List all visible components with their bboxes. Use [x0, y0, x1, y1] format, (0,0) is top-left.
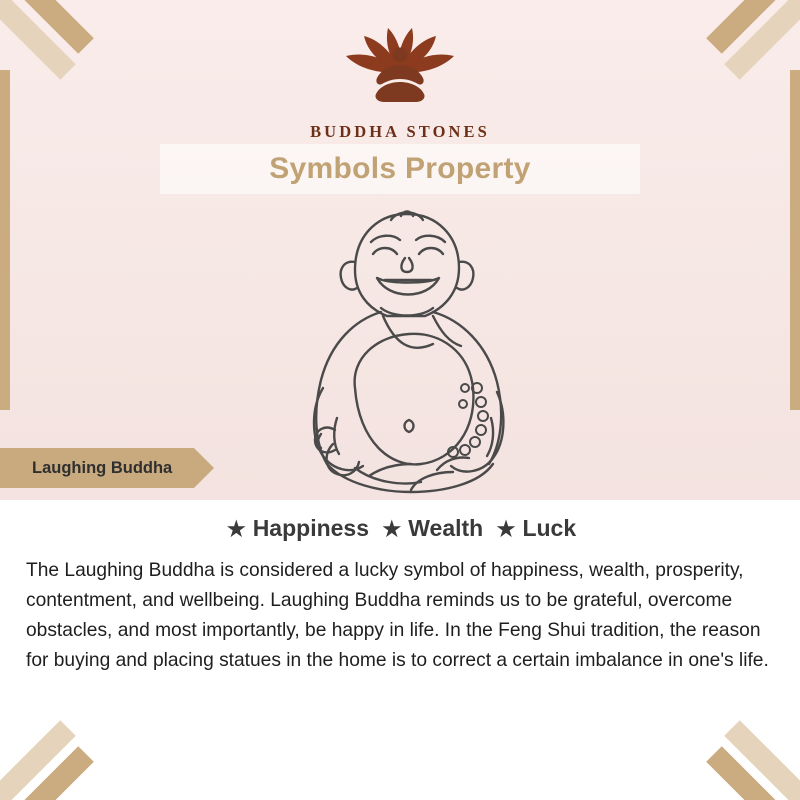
lotus-meditation-figure-icon [334, 20, 466, 116]
illustration-label: Laughing Buddha [32, 458, 173, 477]
laughing-buddha-illustration [205, 192, 605, 502]
attributes-row [0, 515, 800, 542]
page-title: Symbols Property [269, 152, 531, 185]
attribute-wealth: Wealth [408, 515, 484, 541]
title-bar [160, 144, 640, 194]
illustration-label-ribbon [0, 448, 194, 488]
brand-logo-block [0, 20, 800, 142]
star-icon: ★ [496, 518, 516, 541]
star-icon: ★ [226, 518, 246, 541]
description-text: The Laughing Buddha is considered a lucky symbol of happiness, wealth, prosperity, contentment, and wellbeing. Laughing Buddha reminds us to be grateful, overcome obstacles, and most importantly, be happy in life. In the Feng Shui tradition, the reason for buying and placing statues in the home is to correct a certain imbalance in one's life. [26, 560, 769, 671]
attribute-luck: Luck [522, 515, 577, 541]
star-icon: ★ [382, 518, 402, 541]
brand-name: BUDDHA STONES [310, 122, 490, 141]
attribute-happiness: Happiness [252, 515, 370, 541]
